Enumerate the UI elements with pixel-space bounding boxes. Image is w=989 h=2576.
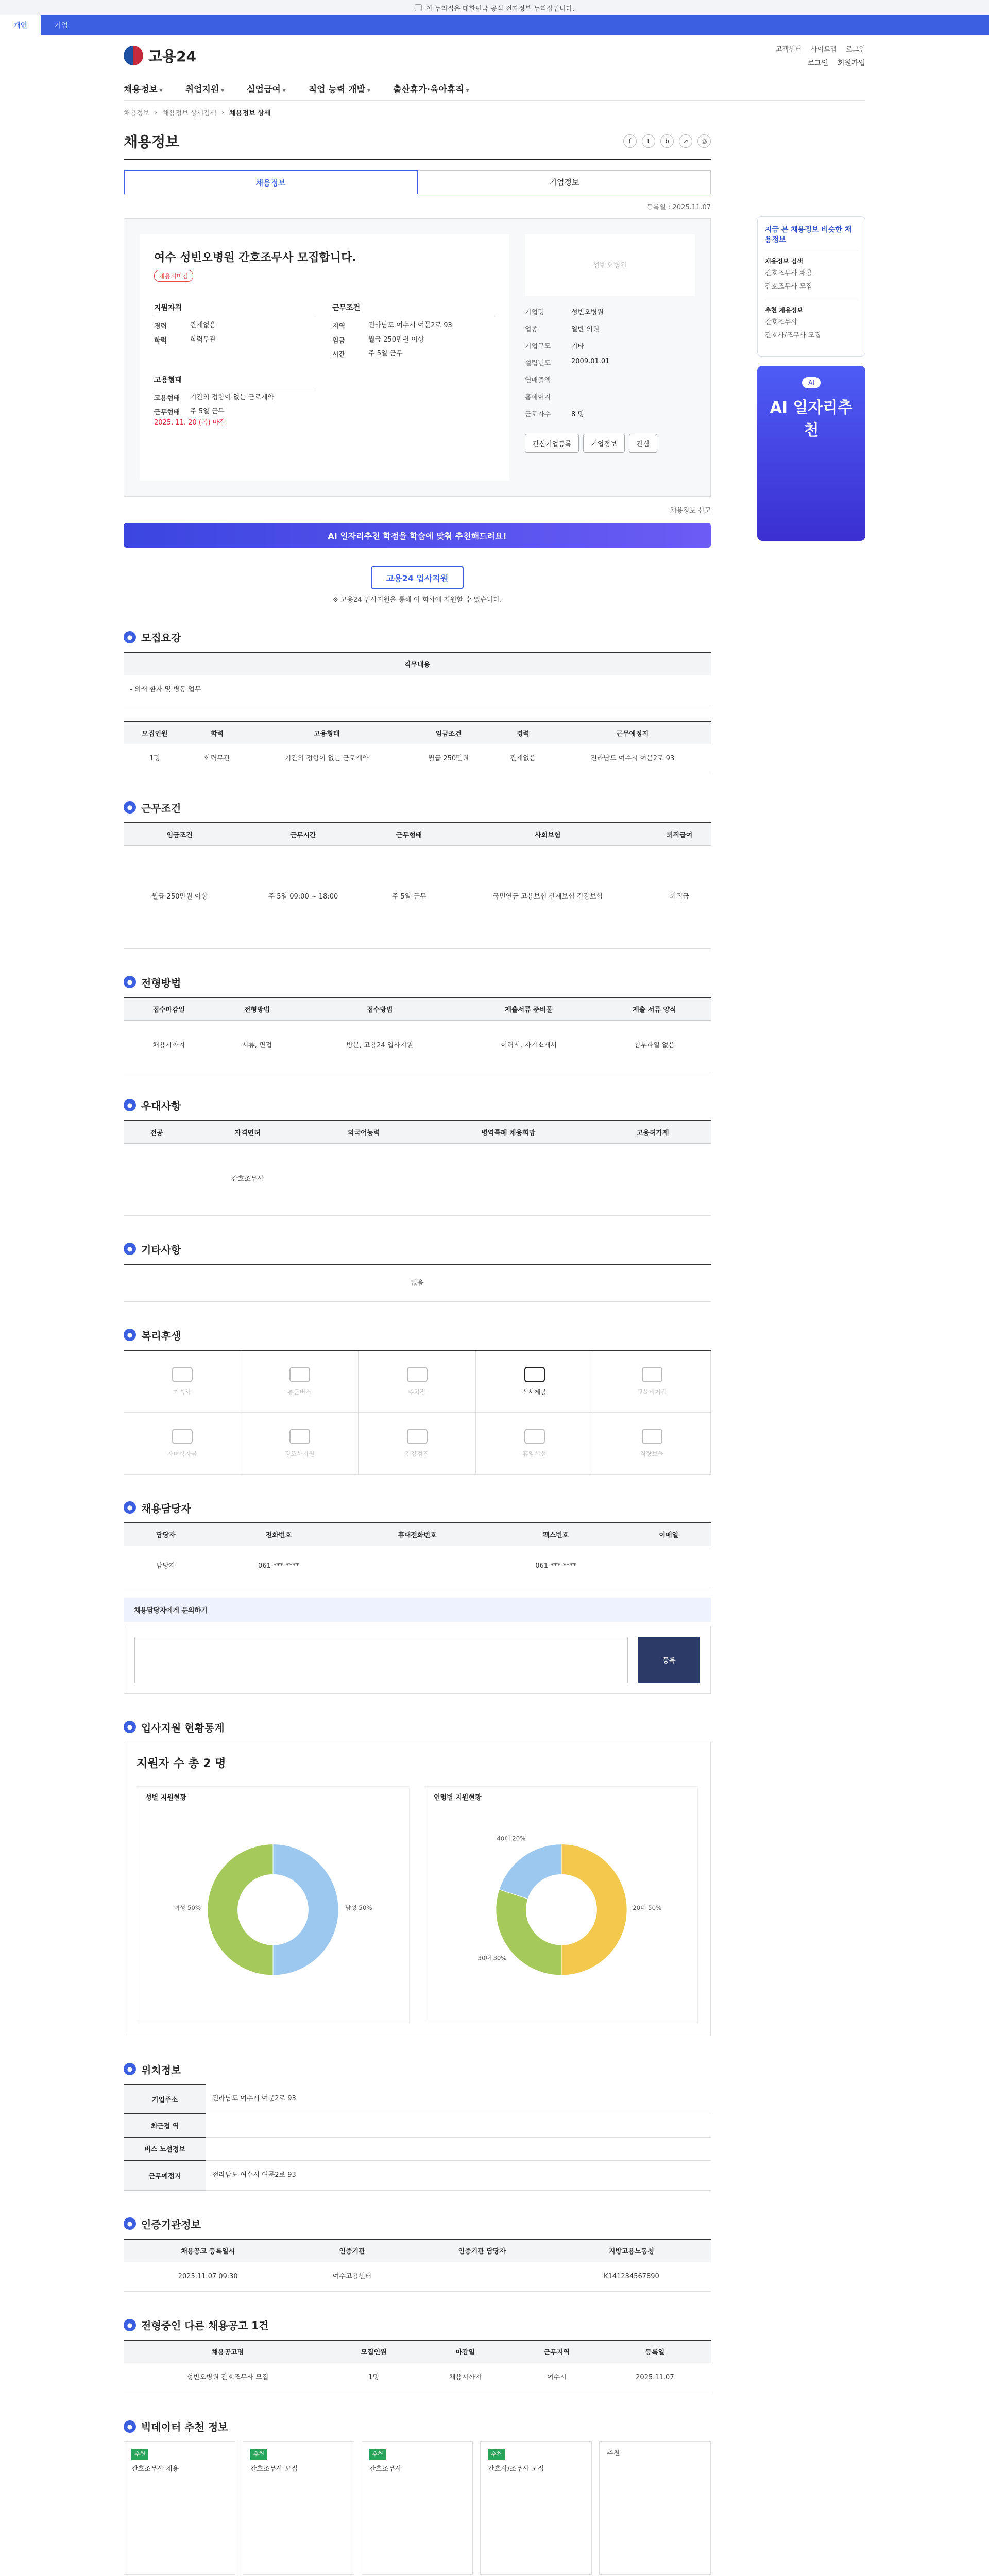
th: 학력 [186,721,248,744]
facebook-icon[interactable]: f [623,134,637,148]
job-link[interactable]: 성빈오병원 간호조무사 모집 [124,2363,332,2393]
twitter-icon[interactable]: t [642,134,655,148]
info-key: 홈페이지 [525,394,551,401]
td [412,2262,552,2292]
age-chart-svg [425,1787,697,2023]
welfare-label: 주차장 [408,1388,426,1396]
kv-val: 주 5일 근무 [368,350,403,358]
donut-age [425,1786,698,2023]
slice-label: 30대 30% [478,1954,507,1962]
gift-icon [289,1429,310,1444]
section-icon: ● [124,631,136,643]
section-icon: ● [124,2420,136,2433]
th: 경력 [492,721,554,744]
nav-item[interactable]: 직업 능력 개발 ▾ [309,82,370,95]
kv-key: 임금 [332,336,346,345]
welfare-label: 직장보육 [640,1450,664,1458]
kv-head: 근무조건 [332,302,495,316]
side-box [757,216,865,357]
td [124,1143,190,1215]
rec-badge: 추천 [131,2449,148,2460]
th: 지방고용노동청 [552,2239,711,2262]
kv-head: 고용형태 [154,375,317,388]
th: 임금조건 [405,721,492,744]
etc-text: 없음 [124,1264,711,1302]
pref-table [124,1120,711,1216]
th: 근무예정지 [554,721,711,744]
report-link[interactable]: 채용정보 신고 [670,507,711,515]
section-title: 모집요강 [141,632,181,644]
page-title: 채용정보 [124,133,180,150]
td [206,2137,711,2160]
th: 고용형태 [248,721,405,744]
section-icon: ● [124,2063,136,2075]
company-logo: 성빈오병원 [525,234,695,296]
childcare-icon [642,1429,662,1444]
section-icon: ● [124,1099,136,1111]
th: 모집인원 [332,2340,416,2363]
td: 학력무관 [186,744,248,774]
welfare-item [124,1351,241,1413]
td: 전라남도 여수시 여문2로 93 [206,2084,711,2114]
recruit-detail-table [124,721,711,774]
rec-title: 간호조무사 모집 [250,2465,298,2473]
section-ai [124,2419,711,2575]
td: 061-***-**** [208,1546,349,1587]
slice-label: 40대 20% [497,1835,526,1842]
donut-slice [561,1844,627,1975]
donut-slice [499,1844,561,1899]
section-process [124,975,711,1072]
welfare-label: 자녀학자금 [167,1450,197,1458]
td: 여수시 [515,2363,599,2393]
td: 전라남도 여수시 여문2로 93 [554,744,711,774]
rec-badge: 추천 [250,2449,267,2460]
info-val [571,392,695,401]
section-title: 전형방법 [141,976,181,989]
info-key: 근로자수 [525,411,551,418]
applicant-total: 지원자 수 총 2 명 [137,1757,226,1770]
education-icon [642,1367,662,1382]
welfare-item [124,1413,241,1475]
section-title: 우대사항 [141,1099,181,1112]
process-table [124,997,711,1072]
td: 주 5일 근무 [371,845,448,948]
signup-button[interactable]: 회원가입 [837,59,865,67]
welfare-label: 식사제공 [522,1388,547,1396]
side-link[interactable]: 간호조무사 채용 [765,269,813,277]
td: 월급 250만원 [405,744,492,774]
th: 제출서류 준비물 [459,997,598,1021]
nav-item[interactable]: 출산휴가·육아휴직 ▾ [393,82,469,95]
th: 전형방법 [214,997,300,1021]
info-val: 성빈오병원 [571,309,604,316]
crumb-current: 채용정보 상세 [229,109,271,117]
recruit-table [124,652,711,705]
slice-label: 여성 50% [174,1904,201,1911]
td: 여수고용센터 [292,2262,412,2292]
welfare-label: 교육비지원 [637,1388,667,1396]
th: 이메일 [627,1523,711,1546]
donut-title: 성별 지원현황 [145,1793,186,1802]
welfare-item [359,1351,476,1413]
ai-title: AI 일자리추천 [770,399,853,439]
td: 061-***-**** [485,1546,627,1587]
th: 기업주소 [124,2084,206,2114]
welfare-label: 통근버스 [287,1388,312,1396]
info-val: 기타 [571,343,585,350]
donut-slice [496,1889,561,1975]
td [627,1546,711,1587]
donut-slice [273,1844,338,1975]
section-icon: ● [124,1329,136,1341]
td: 첨부파일 없음 [598,1020,711,1072]
rec-title: 간호조무사 [369,2465,402,2473]
th: 마감일 [416,2340,515,2363]
td [206,2114,711,2137]
login-button[interactable]: 로그인 [807,59,828,67]
th: 인증기관 담당자 [412,2239,552,2262]
logo-icon [124,46,143,65]
kv-head: 지원자격 [154,302,317,316]
welfare-label: 휴양시설 [522,1450,547,1458]
gov-notice: 이 누리집은 대한민국 공식 전자정부 누리집입니다. [0,0,989,15]
rec-card[interactable] [243,2441,354,2575]
favorite-company-button[interactable]: 관심기업등록 [525,434,579,453]
crumb-item[interactable]: 채용정보 상세검색 [162,109,217,117]
side-link[interactable]: 간호조무사 [765,318,797,326]
kv-key: 시간 [332,351,346,359]
th: 근무예정지 [124,2160,206,2190]
td: 방문, 고용24 입사지원 [300,1020,459,1072]
tab-company-info[interactable]: 기업정보 [418,170,711,194]
rec-title: 추천 [607,2450,620,2458]
td: 주 5일 09:00 ~ 18:00 [235,845,370,948]
inquiry-box [124,1598,711,1622]
donut-gender [137,1786,410,2023]
td [422,1143,594,1215]
welfare-item [359,1413,476,1475]
rec-card[interactable] [362,2441,473,2575]
td: 기간의 정함이 없는 근로계약 [248,744,405,774]
info-key: 연매출액 [525,377,551,384]
th: 사회보험 [448,823,649,846]
section-icon: ● [124,1721,136,1733]
td [594,1143,711,1215]
header [124,35,865,76]
parking-icon [407,1367,428,1382]
resort-icon [524,1429,545,1444]
welfare-item [476,1413,593,1475]
job-title: 여수 성빈오병원 간호조무사 모집합니다. [154,251,356,264]
info-val [571,375,695,384]
th: 담당자 [124,1523,208,1546]
td: 서류, 면접 [214,1020,300,1072]
welfare-item [593,1413,711,1475]
nav-item[interactable]: 채용정보 ▾ [124,82,163,95]
kv-val: 관계없음 [190,321,216,329]
kv-key: 고용형태 [154,394,180,402]
print-icon[interactable]: ⎙ [697,134,711,148]
th: 임금조건 [124,823,235,846]
section-title: 인증기관정보 [141,2218,201,2231]
rec-title: 간호조무사 채용 [131,2465,179,2473]
kv-key: 지역 [332,323,346,330]
section-icon: ● [124,1243,136,1255]
th: 접수방법 [300,997,459,1021]
td: 2025.11.07 [599,2363,711,2393]
td: - 외래 환자 및 병동 업무 [124,675,711,705]
section-location [124,2062,711,2191]
info-key: 기업규모 [525,343,551,350]
welfare-label: 건강검진 [405,1450,429,1458]
section-etc [124,1242,711,1302]
section-title: 기타사항 [141,1243,181,1256]
work-table [124,822,711,949]
td: 2025.11.07 09:30 [124,2262,292,2292]
info-val: 8 명 [571,411,584,418]
section-icon: ● [124,2217,136,2230]
share-icon[interactable]: ↗ [679,134,692,148]
th: 근무시간 [235,823,370,846]
side-group: 채용정보 검색 [765,258,803,265]
nav-item[interactable]: 실업급여 ▾ [247,82,286,95]
td: 채용시까지 [124,1020,214,1072]
others-table [124,2340,711,2393]
crumb-item[interactable]: 채용정보 [124,109,150,117]
main-content [124,124,711,2576]
kv-val: 월급 250만원 이상 [368,335,424,344]
th: 근무형태 [371,823,448,846]
td: 퇴직금 [648,845,711,948]
th: 외국어능력 [305,1121,422,1144]
section-title: 입사지원 현황통계 [141,1721,225,1734]
donut-title: 연령별 지원현황 [434,1793,482,1802]
th: 병역특례 채용희망 [422,1121,594,1144]
user-type-bar [0,15,989,35]
kv-key: 학력 [154,336,167,345]
td: 국민연금 고용보험 산재보험 건강보험 [448,845,649,948]
tab-company[interactable]: 기업 [54,22,69,30]
section-title: 전형중인 다른 채용공고 1건 [141,2319,269,2332]
apply-note: ※ 고용24 입사지원을 통해 이 회사에 지원할 수 있습니다. [332,596,502,604]
info-key: 설립년도 [525,360,551,367]
meal-icon [524,1367,545,1382]
bus-icon [289,1367,310,1382]
th: 인증기관 [292,2239,412,2262]
side-title: 지금 본 채용정보 비슷한 채용정보 [765,226,852,244]
section-title: 빅데이터 추천 정보 [141,2421,228,2434]
section-icon: ● [124,1501,136,1514]
th: 버스 노선정보 [124,2137,206,2160]
td: 1명 [332,2363,416,2393]
company-info-button[interactable]: 기업정보 [583,434,624,453]
th: 전공 [124,1121,190,1144]
th: 전화번호 [208,1523,349,1546]
section-others [124,2317,711,2393]
welfare-item [241,1351,359,1413]
side-panel [757,216,865,541]
th: 근무지역 [515,2340,599,2363]
th: 제출 서류 양식 [598,997,711,1021]
section-title: 근무조건 [141,802,181,815]
rec-title: 간호사/조무사 모집 [488,2465,544,2473]
donut-slice [208,1844,273,1975]
td: 전라남도 여수시 여문2로 93 [206,2160,711,2190]
util-link[interactable]: 고객센터 [775,45,802,54]
section-icon: ● [124,2319,136,2331]
td: 관계없음 [492,744,554,774]
main-nav [124,76,865,101]
like-button[interactable]: 관심 [629,434,657,453]
td: 채용시까지 [416,2363,515,2393]
th: 채용공고 등록일시 [124,2239,292,2262]
welfare-item [476,1351,593,1413]
section-title: 복리후생 [141,1329,181,1342]
agency-table [124,2239,711,2292]
section-icon: ● [124,801,136,814]
kv-val: 기간의 정함이 없는 근로계약 [190,393,275,401]
contact-table [124,1522,711,1587]
welfare-grid [124,1350,711,1475]
job-summary-card [124,218,711,497]
rec-card[interactable] [124,2441,235,2575]
info-val: 2009.01.01 [571,358,610,365]
td: 이력서, 자기소개서 [459,1020,598,1072]
submit-button[interactable]: 등록 [638,1637,700,1683]
section-pref [124,1098,711,1216]
rec-card[interactable] [599,2441,711,2575]
th: 최근접 역 [124,2114,206,2137]
dorm-icon [172,1367,193,1382]
info-key: 기업명 [525,309,544,316]
kv-key: 근무형태 [154,409,180,416]
location-table [124,2084,711,2191]
side-group: 추천 채용정보 [765,307,803,314]
nav-item[interactable]: 취업지원 ▾ [185,82,225,95]
welfare-label: 기숙사 [173,1388,191,1396]
slice-label: 20대 50% [633,1904,662,1911]
welfare-label: 경조사지원 [284,1450,315,1458]
td: 1명 [124,744,186,774]
kv-val: 주 5일 근무 [190,408,225,415]
section-contact [124,1500,711,1694]
th: 팩스번호 [485,1523,627,1546]
site-logo[interactable]: 고용24 [124,45,196,66]
tuition-icon [172,1429,193,1444]
gender-chart-svg [137,1787,409,2023]
td: 담당자 [124,1546,208,1587]
td [349,1546,485,1587]
deadline-tag: 채용시마감 [154,270,193,282]
info-key: 업종 [525,326,538,333]
flag-icon [415,4,422,11]
td: 월급 250만원 이상 [124,845,235,948]
health-icon [407,1429,428,1444]
ai-pill: AI [802,377,821,388]
ai-banner[interactable]: AI 일자리추천 학점을 학습에 맞춰 추천해드려요! [124,523,711,548]
td: 간호조무사 [190,1143,306,1215]
kv-key: 경력 [154,323,167,330]
welfare-item [241,1413,359,1475]
tab-personal[interactable]: 개인 [0,15,41,36]
section-stats [124,1720,711,2036]
inquiry-title: 채용담당자에게 문의하기 [134,1606,208,1615]
th: 등록일 [599,2340,711,2363]
th: 채용공고명 [124,2340,332,2363]
section-work [124,800,711,949]
th: 자격면허 [190,1121,306,1144]
th: 고용허가제 [594,1121,711,1144]
th: 모집인원 [124,721,186,744]
welfare-item [593,1351,711,1413]
slice-label: 남성 50% [345,1904,372,1911]
inquiry-textarea[interactable] [134,1637,628,1683]
rec-badge: 추천 [488,2449,505,2460]
side-link[interactable]: 간호사/조무사 모집 [765,331,821,340]
kv-val: 전라남도 여수시 여문2로 93 [368,321,452,329]
kv-val: 학력무관 [190,335,216,344]
apply-button[interactable]: 고용24 입사지원 [371,566,464,589]
td: K141234567890 [552,2262,711,2292]
util-link[interactable]: 로그인 [846,45,865,54]
section-agency [124,2216,711,2292]
deadline: 2025. 11. 20 (목) 마감 [154,418,226,427]
rec-badge: 추천 [369,2449,386,2460]
info-val: 일반 의원 [571,326,600,333]
section-recruit [124,630,711,774]
breadcrumb: 채용정보 › 채용정보 상세검색 › 채용정보 상세 [124,108,271,117]
section-icon: ● [124,976,136,988]
section-welfare [124,1328,711,1475]
th: 휴대전화번호 [349,1523,485,1546]
td [305,1143,422,1215]
ai-recommend-banner[interactable] [757,366,865,541]
section-title: 채용담당자 [141,1502,191,1515]
th: 직무내용 [124,652,711,675]
th: 접수마감일 [124,997,214,1021]
rec-card[interactable] [480,2441,592,2575]
section-title: 위치정보 [141,2063,181,2076]
side-link[interactable]: 간호조무사 모집 [765,282,813,291]
util-link[interactable]: 사이트맵 [811,45,837,54]
th: 퇴직급여 [648,823,711,846]
blog-icon[interactable]: b [660,134,674,148]
reg-date: 등록일 : 2025.11.07 [646,204,711,211]
tab-job[interactable]: 채용정보 [124,170,418,194]
